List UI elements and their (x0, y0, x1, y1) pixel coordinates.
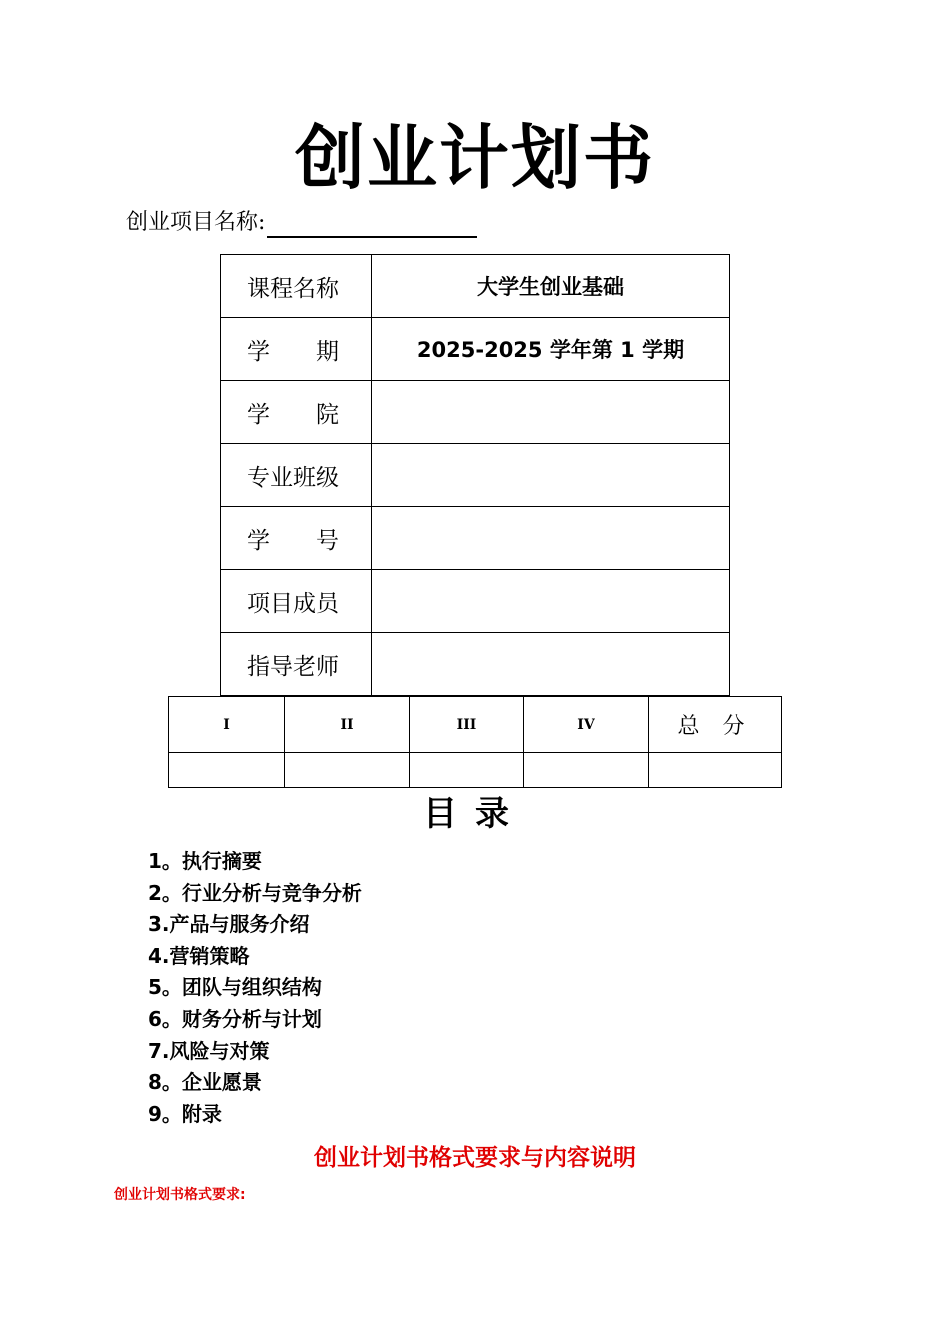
row-value (372, 444, 730, 507)
row-value (372, 633, 730, 696)
row-label: 项目成员 (221, 570, 372, 633)
project-name-line (126, 208, 477, 238)
score-cell-iv (524, 753, 649, 788)
table-row (221, 507, 730, 570)
score-header-ii: II (285, 697, 410, 753)
score-table (168, 696, 782, 788)
score-header-total: 总 分 (649, 697, 782, 753)
toc-item: 9。附录 (148, 1101, 222, 1126)
score-header-iii: III (410, 697, 524, 753)
row-value (372, 570, 730, 633)
toc-item: 3.产品与服务介绍 (148, 912, 310, 937)
row-label: 课程名称 (221, 255, 372, 318)
row-value (372, 507, 730, 570)
table-row (221, 570, 730, 633)
row-label: 学 期 (221, 318, 372, 381)
toc-item: 2。行业分析与竞争分析 (148, 880, 362, 905)
row-label: 指导老师 (221, 633, 372, 696)
toc-title: 目录 (423, 794, 527, 834)
toc-item: 8。企业愿景 (148, 1070, 262, 1095)
course-info-table (220, 254, 730, 696)
score-header-iv: IV (524, 697, 649, 753)
toc-list (148, 846, 362, 1130)
project-name-label: 创业项目名称: (126, 210, 266, 235)
row-label: 专业班级 (221, 444, 372, 507)
score-header-row (169, 697, 782, 753)
score-value-row (169, 753, 782, 788)
row-value (372, 381, 730, 444)
document-title: 创业计划书 (295, 117, 655, 199)
score-header-i: I (169, 697, 285, 753)
requirements-title: 创业计划书格式要求与内容说明 (314, 1145, 636, 1171)
toc-item: 5。团队与组织结构 (148, 975, 322, 1000)
table-row (221, 633, 730, 696)
project-name-blank (267, 214, 477, 238)
score-cell-ii (285, 753, 410, 788)
score-cell-iii (410, 753, 524, 788)
row-label: 学 号 (221, 507, 372, 570)
table-row (221, 381, 730, 444)
toc-item: 6。财务分析与计划 (148, 1006, 322, 1031)
score-cell-total (649, 753, 782, 788)
row-value: 2025-2025 学年第 1 学期 (372, 318, 730, 381)
toc-item: 7.风险与对策 (148, 1038, 270, 1063)
row-value: 大学生创业基础 (372, 255, 730, 318)
table-row (221, 255, 730, 318)
row-label: 学 院 (221, 381, 372, 444)
score-cell-i (169, 753, 285, 788)
table-row (221, 318, 730, 381)
toc-item: 4.营销策略 (148, 943, 250, 968)
toc-item: 1。执行摘要 (148, 849, 262, 873)
table-row (221, 444, 730, 507)
requirements-subtitle: 创业计划书格式要求: (114, 1187, 246, 1203)
